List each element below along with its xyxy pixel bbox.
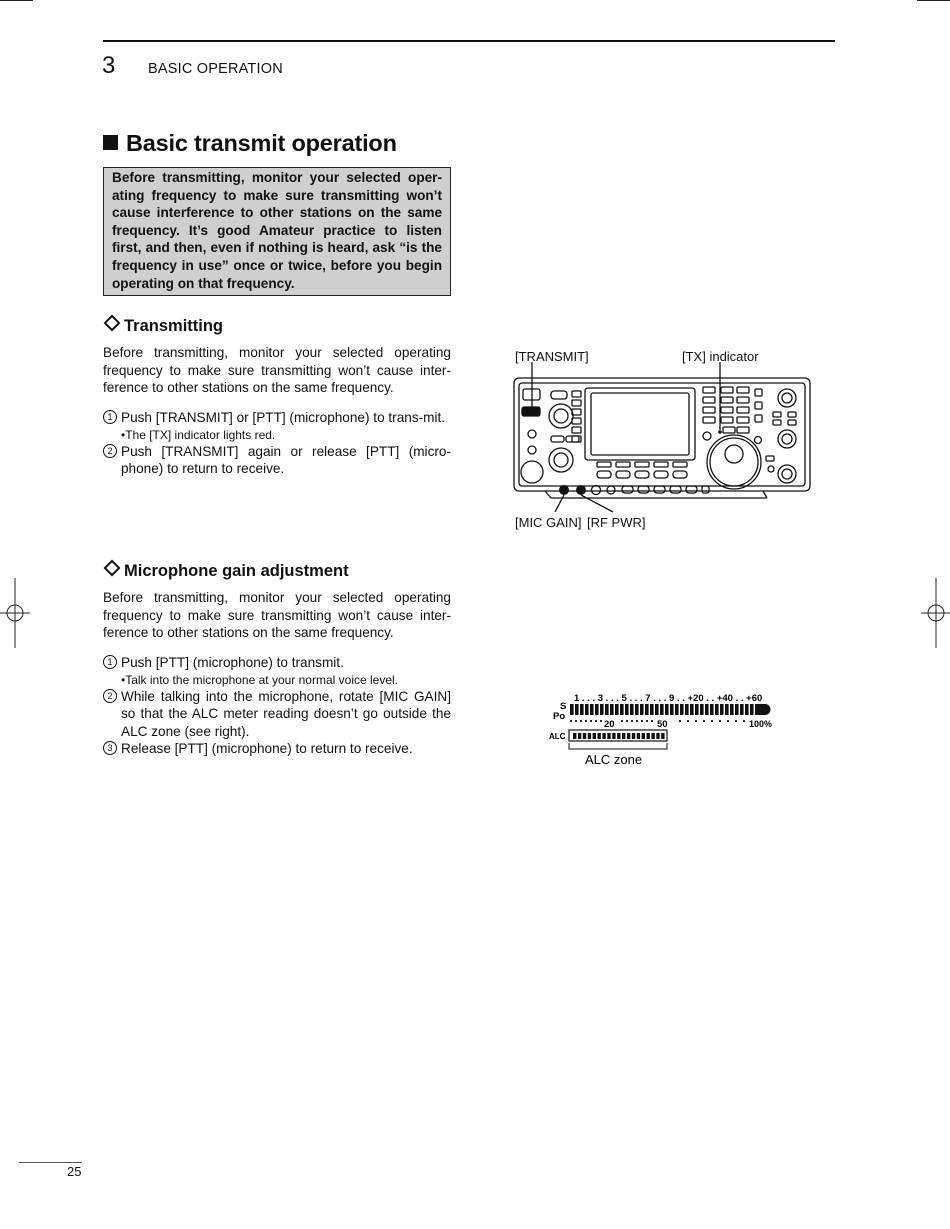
step-item	[103, 688, 451, 741]
transmitting-steps	[103, 409, 451, 478]
po-dot	[646, 720, 648, 722]
po-dot	[590, 720, 592, 722]
meter-segment	[670, 704, 674, 715]
alc-segment	[627, 733, 630, 739]
diamond-icon	[104, 315, 121, 332]
transmitting-heading	[103, 317, 223, 336]
section-title	[103, 130, 397, 157]
section-title-text: Basic transmit operation	[126, 130, 397, 156]
po-20-label: 20	[604, 719, 615, 730]
step-text: Push [PTT] (microphone) to transmit.	[121, 655, 344, 670]
alc-segment	[578, 733, 581, 739]
chapter-title: BASIC OPERATION	[148, 61, 283, 77]
alc-segment	[607, 733, 610, 739]
footer-rule	[19, 1162, 82, 1163]
meter-segment	[595, 704, 599, 715]
step-item	[103, 740, 451, 758]
mic-gain-label: [MIC GAIN]	[515, 515, 582, 530]
po-dot	[570, 720, 572, 722]
meter-segment	[685, 704, 689, 715]
header-rule	[103, 40, 835, 42]
step-item	[103, 409, 451, 427]
meter-segment	[585, 704, 589, 715]
meter-segment	[605, 704, 609, 715]
alc-segment	[632, 733, 635, 739]
registration-mark-left	[0, 578, 30, 648]
meter-segment	[720, 704, 724, 715]
alc-segment	[651, 733, 654, 739]
meter-segment	[610, 704, 614, 715]
rf-pwr-label: [RF PWR]	[587, 515, 646, 530]
mic-gain-title: Microphone gain adjustment	[124, 562, 349, 580]
alc-segment	[661, 733, 664, 739]
alc-segment	[617, 733, 620, 739]
s-meter-bar	[570, 704, 754, 715]
step-number: 1	[103, 410, 117, 424]
step-note: •The [TX] indicator lights red.	[121, 427, 276, 442]
meter-segment	[640, 704, 644, 715]
step-number: 1	[103, 655, 117, 669]
meter-segment	[660, 704, 664, 715]
step-number: 2	[103, 444, 117, 458]
meter-segment	[620, 704, 624, 715]
meter-segment	[735, 704, 739, 715]
po-dot	[651, 720, 653, 722]
step-number: 3	[103, 741, 117, 755]
po-dot	[585, 720, 587, 722]
alc-segment	[573, 733, 576, 739]
square-bullet-icon	[103, 135, 118, 150]
step-text: While talking into the microphone, rotate [MIC GAIN] so that the ALC meter reading doesn’t go outside the ALC zone (see right).	[121, 688, 451, 739]
meter-illustration	[540, 688, 790, 770]
alc-segment	[637, 733, 640, 739]
alc-segment	[593, 733, 596, 739]
alc-segment	[622, 733, 625, 739]
step-note: •Talk into the microphone at your normal voice level.	[121, 672, 399, 687]
registration-mark-right	[921, 578, 950, 648]
po-dot	[735, 720, 737, 722]
po-dot	[595, 720, 597, 722]
po-100-label: 100%	[749, 719, 773, 729]
meter-segment	[680, 704, 684, 715]
tx-indicator-label: [TX] indicator	[682, 349, 759, 364]
alc-segment	[602, 733, 605, 739]
meter-segment	[705, 704, 709, 715]
meter-segment	[570, 704, 574, 715]
chapter-number: 3	[102, 52, 116, 79]
s-label: S	[560, 701, 567, 712]
alc-segment	[642, 733, 645, 739]
meter-segment	[740, 704, 744, 715]
meter-segment	[580, 704, 584, 715]
po-dot	[636, 720, 638, 722]
meter-segment	[635, 704, 639, 715]
crop-mark-top-right	[917, 0, 950, 1]
transceiver-illustration	[505, 362, 820, 514]
alc-segment	[612, 733, 615, 739]
po-dot	[679, 720, 681, 722]
meter-segment	[700, 704, 704, 715]
step-item	[103, 654, 451, 672]
meter-segment	[715, 704, 719, 715]
step-text: Push [TRANSMIT] or [PTT] (microphone) to trans-mit.	[121, 410, 446, 425]
step-text: Release [PTT] (microphone) to return to receive.	[121, 741, 413, 757]
po-dot	[703, 720, 705, 722]
po-dot	[695, 720, 697, 722]
meter-segment	[655, 704, 659, 715]
mic-gain-heading	[103, 562, 349, 581]
po-dot	[580, 720, 582, 722]
mic-gain-steps	[103, 654, 451, 758]
alc-meter-bar	[573, 733, 665, 739]
transmitting-intro: Before transmitting, monitor your selected operating frequency to make sure transmitting won’t cause inter-ference to other stations on the same frequency.	[103, 345, 451, 396]
meter-segment	[600, 704, 604, 715]
po-dot	[621, 720, 623, 722]
meter-segment	[590, 704, 594, 715]
meter-segment	[665, 704, 669, 715]
po-dot	[687, 720, 689, 722]
diamond-icon	[104, 560, 121, 577]
meter-segment	[645, 704, 649, 715]
meter-segment	[725, 704, 729, 715]
meter-bar-end	[755, 704, 771, 715]
step-text: Push [TRANSMIT] again or release [PTT] (micro-phone) to return to receive.	[121, 443, 451, 477]
s-scale-label: 1 . . . 3 . . . 5 . . . 7 . . . 9 . . +20 . . +40 . . +60	[574, 693, 763, 704]
meter-segment	[690, 704, 694, 715]
alc-label: ALC	[549, 732, 566, 741]
po-dot	[600, 720, 602, 722]
po-dot	[641, 720, 643, 722]
mic-gain-intro: Before transmitting, monitor your selected operating frequency to make sure transmitting won’t cause inter-ference to other stations on the same frequency.	[103, 590, 451, 641]
meter-segment	[625, 704, 629, 715]
po-dot	[626, 720, 628, 722]
meter-segment	[710, 704, 714, 715]
meter-segment	[575, 704, 579, 715]
po-label: Po	[553, 711, 566, 722]
alc-zone-label: ALC zone	[585, 752, 643, 767]
meter-segment	[730, 704, 734, 715]
meter-segment	[630, 704, 634, 715]
alc-segment	[588, 733, 591, 739]
alc-segment	[598, 733, 601, 739]
po-dot	[631, 720, 633, 722]
step-number: 2	[103, 689, 117, 703]
step-item	[103, 443, 451, 478]
meter-segment	[650, 704, 654, 715]
alc-segment	[656, 733, 659, 739]
alc-zone-bracket	[569, 743, 667, 749]
po-dot	[711, 720, 713, 722]
alc-segment	[647, 733, 650, 739]
transmitting-title: Transmitting	[124, 317, 224, 335]
page-number: 25	[67, 1164, 82, 1179]
alc-segment	[583, 733, 586, 739]
meter-segment	[675, 704, 679, 715]
crop-mark-top-left	[0, 0, 33, 1]
meter-segment	[745, 704, 749, 715]
meter-segment	[695, 704, 699, 715]
warning-box: Before transmitting, monitor your selected oper-ating frequency to make sure transmitting won’t cause interference to other stations on the same frequency. It’s good Amateur practice to listen first, and then, even if nothing is heard, ask “is the frequency in use” once or twice, before you begin operating on that frequency.	[103, 167, 451, 296]
meter-segment	[615, 704, 619, 715]
po-dot	[575, 720, 577, 722]
po-dot	[727, 720, 729, 722]
po-dot	[743, 720, 745, 722]
transmit-label: [TRANSMIT]	[515, 349, 589, 364]
meter-segment	[750, 704, 754, 715]
po-50-label: 50	[657, 719, 668, 730]
po-dot	[719, 720, 721, 722]
